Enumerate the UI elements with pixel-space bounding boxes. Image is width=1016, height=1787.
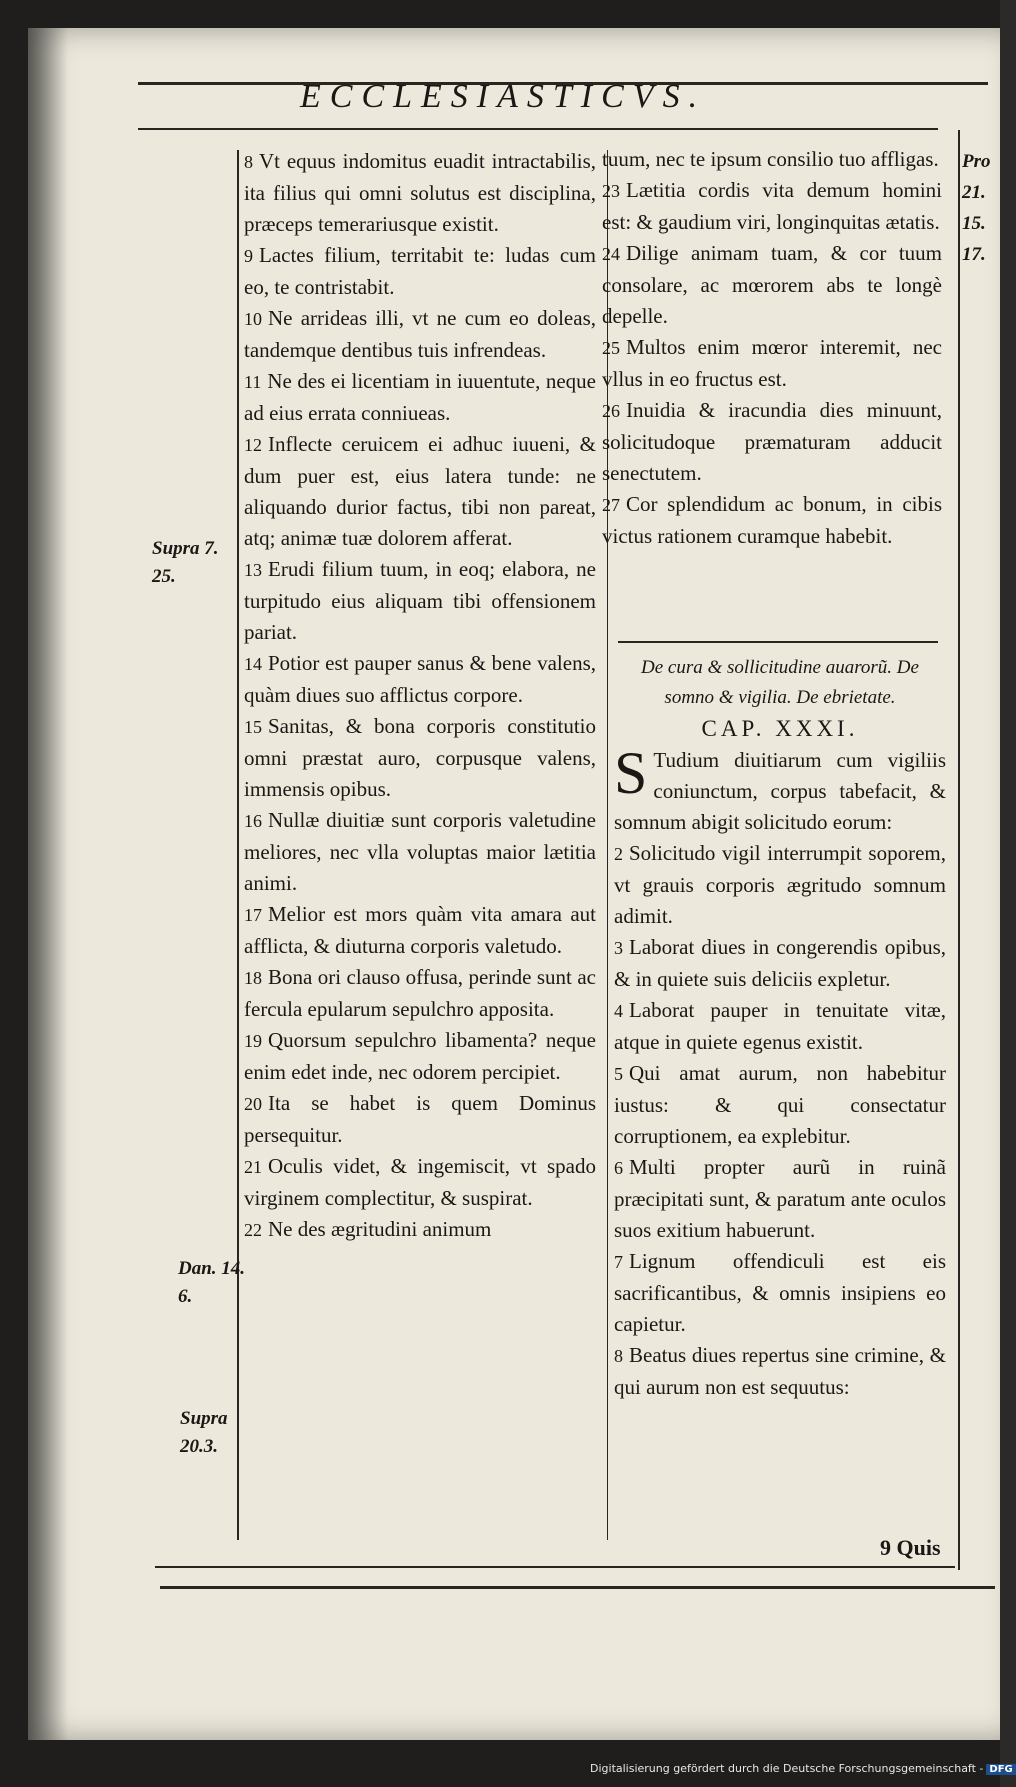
verse-number: 3	[614, 938, 623, 958]
verse-text: Inflecte ceruicem ei adhuc iuueni, & dum puer est, eius latera tunde: ne aliquando durior factus, tibi non pareat, atq; animæ tuæ dolorem afferat.	[244, 432, 596, 550]
verse-text: Nullæ diuitiæ sunt corporis valetudine meliores, nec vlla voluptas maior lætitia animi.	[244, 808, 596, 895]
verse	[614, 1246, 946, 1340]
verse	[244, 1088, 596, 1151]
margin-note-dan-14	[178, 1255, 245, 1311]
verse-number: 14	[244, 654, 262, 674]
verse-text: Beatus diues repertus sine crimine, & qui aurum non est sequutus:	[614, 1343, 946, 1399]
verse-number: 23	[602, 181, 620, 201]
verse-text: Vt equus indomitus euadit intractabilis, ita filius qui omni solutus est disciplina, præceps temerariusque existit.	[244, 149, 596, 236]
verse-number: 12	[244, 435, 262, 455]
verse-text: Potior est pauper sanus & bene valens, quàm diues suo afflictus corpore.	[244, 651, 596, 707]
verse	[602, 489, 942, 552]
verse	[614, 932, 946, 995]
verse-number: 10	[244, 309, 262, 329]
verse-text: Ita se habet is quem Dominus persequitur.	[244, 1091, 596, 1147]
verse-number: 19	[244, 1031, 262, 1051]
edge-fragment: 15.	[962, 213, 986, 234]
verse-text: Dilige animam tuam, & cor tuum consolare, ac mœrorem abs te longè depelle.	[602, 241, 942, 328]
verse-text: Multos enim mœror interemit, nec vllus in eo fructus est.	[602, 335, 942, 391]
chapter-summary: De cura & sollicitudine auarorũ. De somno & vigilia. De ebrietate.	[641, 657, 919, 708]
gutter-shadow	[28, 28, 68, 1740]
first-verse-text: Tudium diuitiarum cum vigiliis coniunctum, corpus tabefacit, & somnum abigit solicitudo eorum:	[614, 748, 946, 834]
verse-text: Bona ori clauso offusa, perinde sunt ac fercula epularum sepulchro apposita.	[244, 965, 596, 1021]
verse	[614, 1058, 946, 1152]
verse-number: 4	[614, 1001, 623, 1021]
verse-number: 21	[244, 1157, 262, 1177]
verse	[244, 962, 596, 1025]
edge-fragment: 17.	[962, 244, 986, 265]
drop-cap: S	[614, 740, 648, 806]
margin-note-supra-7	[152, 535, 219, 591]
chapter-heading: CAP. XXXI.	[701, 716, 859, 741]
catchword: 9 Quis	[880, 1535, 941, 1560]
verse	[602, 332, 942, 395]
verse-text: Ne des ægritudini animum	[268, 1217, 492, 1241]
verse-number: 18	[244, 968, 262, 988]
verse-text: Erudi filium tuum, in eoq; elabora, ne turpitudo eius aliquam tibi offensionem pariat.	[244, 557, 596, 644]
verse-text: Quorsum sepulchro libamenta? neque enim edet inde, nec odorem percipiet.	[244, 1028, 596, 1084]
edge-fragment: 21.	[962, 182, 986, 203]
verse	[614, 1152, 946, 1246]
verse-text: tuum, nec te ipsum consilio tuo affligas.	[602, 147, 939, 171]
verse-number: 24	[602, 244, 620, 264]
right-edge-fragments	[962, 146, 1002, 270]
verse-text: Sanitas, & bona corporis constitutio omni præstat auro, corpusque valens, immensis opibus.	[244, 714, 596, 801]
bottom-rule-outer	[160, 1586, 995, 1589]
verse	[602, 395, 942, 489]
chapter-divider	[618, 641, 938, 643]
margin-note-line: 25.	[152, 566, 176, 587]
verse	[244, 899, 596, 962]
verse-number: 16	[244, 811, 262, 831]
verse	[244, 648, 596, 711]
margin-note-supra-20	[180, 1405, 228, 1461]
verse	[614, 995, 946, 1058]
verse	[244, 146, 596, 240]
verse-text: Qui amat aurum, non habebitur iustus: & qui consectatur corruptionem, ea explebitur.	[614, 1061, 946, 1148]
verse-text: Inuidia & iracundia dies minuunt, solicitudoque præmaturam adducit senectutem.	[602, 398, 942, 485]
verse-text: Cor splendidum ac bonum, in cibis victus rationem curamque habebit.	[602, 492, 942, 548]
verse-number: 9	[244, 246, 253, 266]
verse-number: 17	[244, 905, 262, 925]
margin-note-line: Supra 7.	[152, 538, 219, 559]
verse-number: 20	[244, 1094, 262, 1114]
verse	[244, 303, 596, 366]
verse-text: Lignum offendiculi est eis sacrificantibus, & omnis insipiens eo capietur.	[614, 1249, 946, 1336]
edge-fragment: Pro	[962, 151, 991, 172]
verse	[244, 1214, 596, 1246]
verse-number: 13	[244, 560, 262, 580]
verse-text: Lætitia cordis vita demum homini est: & gaudium viri, longinquitas ætatis.	[602, 178, 942, 234]
chapter-block	[614, 653, 946, 1403]
verse	[602, 238, 942, 332]
verse	[244, 429, 596, 554]
bottom-rule	[155, 1566, 955, 1568]
running-head: ECCLESIASTICVS.	[300, 78, 707, 115]
verse	[244, 1025, 596, 1088]
verse-number: 11	[244, 372, 262, 392]
verse	[244, 1151, 596, 1214]
verse-number: 22	[244, 1220, 262, 1240]
outer-margin-rule	[958, 130, 960, 1570]
margin-note-line: 6.	[178, 1286, 193, 1307]
verse-text: Multi propter aurũ in ruinã præcipitati sunt, & paratum ante oculos suos exitium habuerunt.	[614, 1155, 946, 1242]
verse	[602, 144, 942, 175]
head-underline	[138, 128, 938, 130]
verse-text: Lactes filium, territabit te: ludas cum eo, te contristabit.	[244, 243, 596, 299]
right-text-column	[602, 144, 942, 552]
verse-number: 8	[614, 1346, 623, 1366]
verse	[244, 554, 596, 648]
verse-text: Laborat pauper in tenuitate vitæ, atque in quiete egenus existit.	[614, 998, 946, 1054]
verse-number: 25	[602, 338, 620, 358]
verse-text: Oculis videt, & ingemiscit, vt spado virginem complectitur, & suspirat.	[244, 1154, 596, 1210]
verse-number: 27	[602, 495, 620, 515]
verse-text: Laborat diues in congerendis opibus, & in quiete suis deliciis expletur.	[614, 935, 946, 991]
verse	[244, 240, 596, 303]
verse-number: 8	[244, 152, 253, 172]
left-text-column	[244, 146, 596, 1246]
verse	[244, 805, 596, 899]
inner-margin-rule	[237, 150, 239, 1540]
verse-text: Ne arrideas illi, vt ne cum eo doleas, tandemque dentibus tuis infrendeas.	[244, 306, 596, 362]
dfg-logo: DFG	[986, 1764, 1015, 1775]
verse	[602, 175, 942, 238]
margin-note-line: Supra	[180, 1408, 228, 1429]
verse	[244, 711, 596, 805]
margin-note-line: 20.3.	[180, 1436, 218, 1457]
verse-number: 26	[602, 401, 620, 421]
verse	[614, 1340, 946, 1403]
chapter-first-verse	[614, 740, 946, 838]
verse-text: Solicitudo vigil interrumpit soporem, vt grauis corporis ægritudo somnum adimit.	[614, 841, 946, 928]
chapter-verses	[614, 838, 946, 1403]
credit-text: Digitalisierung gefördert durch die Deutsche Forschungsgemeinschaft -	[590, 1762, 984, 1775]
verse-text: Ne des ei licentiam in iuuentute, neque ad eius errata conniueas.	[244, 369, 596, 425]
verse-number: 2	[614, 844, 623, 864]
verse	[614, 838, 946, 932]
verse-number: 15	[244, 717, 262, 737]
margin-note-line: Dan. 14.	[178, 1258, 246, 1279]
verse-number: 7	[614, 1252, 623, 1272]
verse-text: Melior est mors quàm vita amara aut afflicta, & diuturna corporis valetudo.	[244, 902, 596, 958]
verse-number: 5	[614, 1064, 623, 1084]
digitization-credit	[590, 1762, 1013, 1775]
verse	[244, 366, 596, 429]
verse-number: 6	[614, 1158, 623, 1178]
